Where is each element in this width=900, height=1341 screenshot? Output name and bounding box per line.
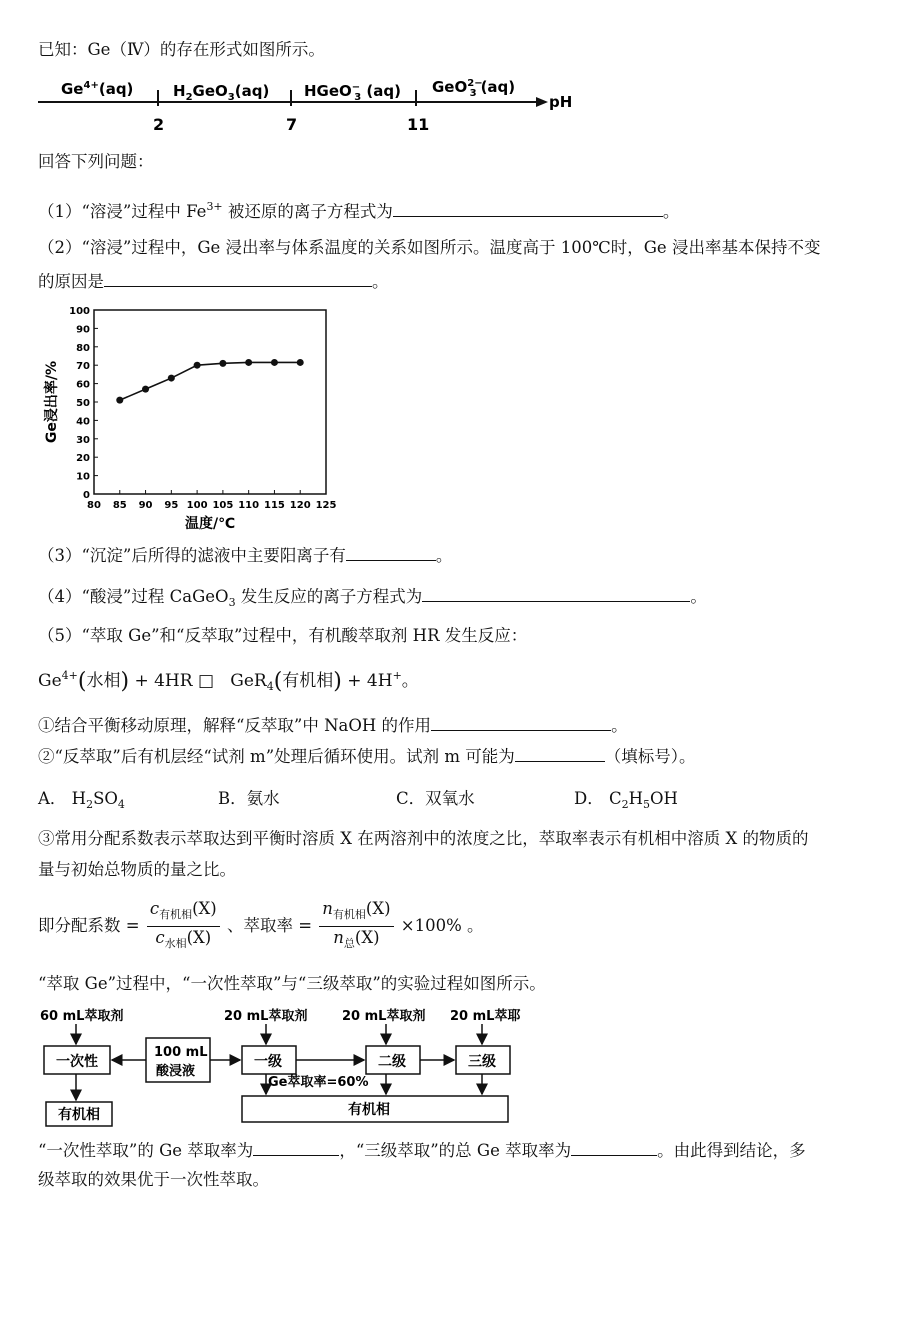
svg-text:三级: 三级 <box>468 1054 496 1070</box>
ph-axis-label: pH <box>549 93 573 111</box>
option-a-h: H <box>71 789 87 808</box>
q1-text-b: 被还原的离子方程式为 <box>222 202 393 221</box>
eq-period: 。 <box>401 671 419 691</box>
plot-frame <box>94 310 326 494</box>
extraction-fraction: $\frac{n_{有机相}(X)}{n_总(X)}$ <box>319 898 393 955</box>
q5-sub1-blank[interactable] <box>431 712 611 731</box>
option-b[interactable] <box>218 785 280 809</box>
final-a: “一次性萃取”的 Ge 萃取率为 <box>38 1141 254 1160</box>
flow-label-20ml-2: 20 mL萃取剂 <box>342 1009 426 1024</box>
eq-ge: Ge <box>38 671 62 691</box>
flow-label-20ml-3: 20 mL萃耶 <box>450 1009 521 1024</box>
svg-text:有机相: 有机相 <box>58 1107 100 1123</box>
option-b-text: 氨水 <box>246 789 280 808</box>
y-tick-label: 30 <box>76 434 90 446</box>
eq-h-charge: + <box>392 669 402 682</box>
q4-text-b: 发生反应的离子方程式为 <box>235 587 423 606</box>
option-a-label: A． <box>38 789 67 808</box>
once-rate-blank[interactable] <box>253 1137 339 1156</box>
q2-answer-blank[interactable] <box>104 268 372 287</box>
final-b: ，“三级萃取”的总 Ge 萃取率为 <box>339 1141 572 1160</box>
three-stage-rate-blank[interactable] <box>571 1137 657 1156</box>
y-tick-label: 70 <box>76 361 90 373</box>
data-point <box>297 359 304 366</box>
x-tick-label: 110 <box>238 500 260 511</box>
q5-sub3-line2: 量与初始总物质的量之比。 <box>38 860 236 879</box>
option-d[interactable] <box>574 785 678 811</box>
svg-text:一级: 一级 <box>254 1054 282 1070</box>
x-tick-label: 95 <box>164 500 179 511</box>
y-tick-label: 20 <box>76 453 90 465</box>
intro-known: 已知：Ge（Ⅳ）的存在形式如图所示。 <box>38 40 325 59</box>
option-d-label: D． <box>574 789 604 808</box>
x-tick-label: 80 <box>87 500 101 511</box>
final-c: 。由此得到结论，多 <box>657 1141 806 1160</box>
q1-end: 。 <box>662 202 680 221</box>
flow-label-20ml-1: 20 mL萃取剂 <box>224 1009 308 1024</box>
option-d-c: C <box>608 789 622 808</box>
final-question-line1 <box>38 1137 806 1163</box>
svg-text:一次性: 一次性 <box>56 1054 98 1070</box>
data-point <box>245 359 252 366</box>
q5-sub1 <box>38 712 628 738</box>
data-point <box>271 359 278 366</box>
species-ge4: $Ge^{4+}(aq)$ <box>61 80 134 98</box>
x-tick-label: 125 <box>315 500 337 511</box>
eq-arrow: □ <box>197 671 215 691</box>
q5-sub2 <box>38 743 696 769</box>
ph-tick-11: 11 <box>407 115 430 134</box>
data-point <box>194 362 201 369</box>
formula-sep: 、萃取率 = <box>226 916 313 935</box>
q1-answer-blank[interactable] <box>393 198 663 217</box>
option-c-label: C． <box>396 789 426 808</box>
q3-text: （3）“沉淀”后所得的滤液中主要阳离子有 <box>38 546 346 565</box>
species-geo3: GeO$^{2-}$ 3 (aq) <box>432 78 516 99</box>
q1-text-a: （1）“溶浸”过程中 Fe <box>38 202 207 221</box>
question-5: （5）“萃取 Ge”和“反萃取”过程中，有机酸萃取剂 HR 发生反应： <box>38 626 528 645</box>
q4-answer-blank[interactable] <box>422 583 690 602</box>
option-d-sub2: 5 <box>643 798 650 811</box>
data-point <box>142 386 149 393</box>
flow-label-60ml: 60 mL萃取剂 <box>40 1009 124 1024</box>
y-tick-label: 60 <box>76 379 90 391</box>
eq-ger: GeR <box>230 671 267 691</box>
final-question-line2: 级萃取的效果优于一次性萃取。 <box>38 1170 269 1189</box>
svg-text:100 mL: 100 mL <box>154 1045 208 1060</box>
svg-text:二级: 二级 <box>378 1054 406 1070</box>
partition-formula <box>38 898 484 955</box>
y-tick-label: 100 <box>69 306 90 317</box>
y-axis-label: Ge浸出率/% <box>44 360 60 444</box>
y-tick-label: 80 <box>76 342 90 354</box>
y-tick-label: 50 <box>76 398 90 409</box>
eq-ge-charge: 4+ <box>61 669 78 682</box>
question-2-line1: （2）“溶浸”过程中，Ge 浸出率与体系温度的关系如图所示。温度高于 100℃时，Ge 浸出率基本保持不变 <box>38 238 821 257</box>
svg-text:有机相: 有机相 <box>348 1102 390 1118</box>
x-tick-label: 105 <box>212 500 234 511</box>
option-c[interactable] <box>396 785 475 809</box>
x-tick-label: 85 <box>112 500 127 511</box>
eq-hr: + 4HR <box>134 671 193 691</box>
option-a-sub2: 4 <box>117 798 125 811</box>
option-c-text: 双氧水 <box>425 789 475 808</box>
flow-rate-label: Ge萃取率=60% <box>268 1075 369 1090</box>
question-4 <box>38 583 707 615</box>
y-tick-label: 90 <box>76 324 90 336</box>
species-h2geo3: $H_2GeO_3(aq)$ <box>173 82 270 103</box>
x-tick-label: 100 <box>186 500 208 511</box>
x-tick-label: 115 <box>264 500 285 511</box>
ph-tick-7: 7 <box>286 115 298 134</box>
q5-sub2-end: （填标号）。 <box>604 747 696 766</box>
y-tick-label: 10 <box>76 471 90 483</box>
q4-end: 。 <box>690 587 707 606</box>
question-1 <box>38 195 679 224</box>
data-point <box>168 375 175 382</box>
series-line <box>120 362 300 400</box>
q5-sub2-blank[interactable] <box>515 743 605 762</box>
eq-phase-organic: 有机相 <box>282 671 334 691</box>
q4-text-sub: 3 <box>228 596 236 609</box>
ph-species-diagram <box>36 76 596 136</box>
svg-text:酸浸液: 酸浸液 <box>156 1064 196 1079</box>
q5-sub1-end: 。 <box>611 716 628 735</box>
ph-tick-2: 2 <box>153 115 165 134</box>
eq-ger-sub: 4 <box>266 680 274 693</box>
eq-h: + 4H <box>347 671 393 691</box>
extraction-equation: $Ge^{4+}$(水相) + 4HR □ GeR$_4$(有机相) + 4H+。 <box>38 669 419 694</box>
option-a[interactable] <box>38 785 125 811</box>
q4-text-a: （4）“酸浸”过程 CaGeO <box>38 587 229 606</box>
eq-phase-water: 水相 <box>86 671 121 691</box>
data-point <box>219 360 226 367</box>
ge-leaching-chart <box>36 296 356 536</box>
q2-end: 。 <box>372 272 389 291</box>
y-tick-label: 0 <box>83 490 90 501</box>
q5-sub1-text: ①结合平衡移动原理，解释“反萃取”中 NaOH 的作用 <box>38 716 432 735</box>
option-a-so: SO <box>93 789 118 808</box>
x-tick-label: 120 <box>289 500 311 511</box>
x-axis-label: 温度/℃ <box>184 516 236 532</box>
option-b-label: B． <box>218 789 247 808</box>
option-d-h: H <box>628 789 643 808</box>
q5-sub2-text: ②“反萃取”后有机层经“试剂 m”处理后循环使用。试剂 m 可能为 <box>38 747 515 766</box>
formula-end: 。 <box>467 916 484 935</box>
q5-sub3-line1: ③常用分配系数表示萃取达到平衡时溶质 X 在两溶剂中的浓度之比，萃取率表示有机相中溶质 X 的物质的 <box>38 829 809 848</box>
q1-text-sup: 3+ <box>206 200 223 213</box>
option-d-sub1: 2 <box>621 798 629 811</box>
x-tick-label: 90 <box>138 500 153 511</box>
extraction-flow-diagram <box>36 1006 536 1128</box>
species-hgeo3: HGeO− 3 (aq) <box>304 82 401 103</box>
partition-fraction: $\frac{c_{有机相}(X)}{c_{水相}(X)}$ <box>147 898 220 955</box>
data-point <box>116 397 123 404</box>
formula-suffix: ×100% <box>400 916 462 935</box>
q3-end: 。 <box>435 546 453 565</box>
question-3 <box>38 542 452 568</box>
flow-intro: “萃取 Ge”过程中，“一次性萃取”与“三级萃取”的实验过程如图所示。 <box>38 974 546 993</box>
question-2-line2 <box>38 268 389 294</box>
q2-line2-text: 的原因是 <box>38 272 104 291</box>
y-tick-label: 40 <box>76 416 90 428</box>
answer-prompt: 回答下列问题： <box>38 152 154 171</box>
option-d-oh: OH <box>650 789 678 808</box>
option-a-sub1: 2 <box>86 798 94 811</box>
q3-answer-blank[interactable] <box>346 542 436 561</box>
formula-prefix: 即分配系数 = <box>38 916 140 935</box>
